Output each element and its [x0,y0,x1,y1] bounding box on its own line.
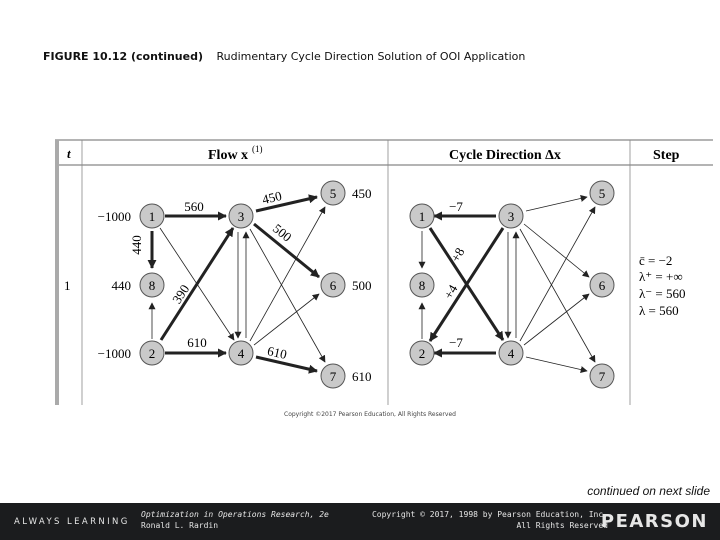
flow-arc-4-6 [254,294,319,345]
header-flow-superscript: (1) [252,144,263,154]
cycle-label-8-3: +8 [447,245,468,265]
table-left-edge [55,140,59,405]
flow-graph [98,181,372,388]
step-cbar: c̄ = −2 [639,253,673,268]
figure-number: FIGURE 10.12 (continued) [43,50,203,63]
flow-node-1-label: 1 [148,209,156,224]
step-values [639,253,686,318]
cycle-label-2-4: −7 [449,335,463,350]
cycle-node-4-label: 4 [507,346,515,361]
cycle-arc-4-6 [524,294,589,345]
demand-node-7: 610 [352,369,372,384]
cycle-label-1-3: −7 [449,199,463,214]
cycle-node-1-label: 1 [418,209,426,224]
book-title: Optimization in Operations Research, 2e [141,510,329,519]
cycle-node-3-label: 3 [507,209,515,224]
cycle-arc-labels [441,199,468,350]
flow-label-1-8: 440 [129,235,144,255]
step-lambda: λ = 560 [639,303,679,318]
flow-node-3-label: 3 [237,209,245,224]
figure-title: Rudimentary Cycle Direction Solution of OOI Application [216,50,526,63]
step-lambda-plus: λ⁺ = +∞ [639,269,683,284]
header-flow: Flow x [208,148,249,163]
flow-label-1-3: 560 [184,199,204,214]
demand-node-5: 450 [352,186,372,201]
flow-label-3-6: 500 [270,220,295,245]
cycle-arc-3-6 [524,224,589,277]
book-info [141,509,329,531]
header-step: Step [653,148,680,163]
supply-node-2: −1000 [97,346,131,361]
supply-node-1: −1000 [97,209,131,224]
flow-node-8-label: 8 [148,278,156,293]
cycle-node-6-label: 6 [598,278,606,293]
cycle-node-5-label: 5 [598,186,606,201]
supply-node-8: 440 [111,278,131,293]
cycle-node-2-label: 2 [418,346,426,361]
continued-note: continued on next slide [587,484,710,498]
pearson-logo: PEARSON [600,511,708,532]
flow-node-4-label: 4 [237,346,245,361]
book-author: Ronald L. Rardin [141,521,219,530]
footer-copyright-line1: Copyright © 2017, 1998 by Pearson Education, Inc. [371,510,608,519]
row-t-value: 1 [64,278,71,293]
flow-node-5-label: 5 [329,186,337,201]
demand-node-6: 500 [352,278,372,293]
cycle-node-8-label: 8 [418,278,426,293]
flow-label-3-5: 450 [260,188,284,208]
footer-copyright-line2: All Rights Reserved [516,521,608,530]
header-cycle-direction: Cycle Direction Δx [449,148,561,163]
header-t: t [67,146,71,161]
flow-node-7-label: 7 [329,369,337,384]
flow-node-6-label: 6 [329,278,337,293]
cycle-graph [410,181,614,388]
footer-copyright [372,509,608,531]
flow-node-2-label: 2 [148,346,156,361]
cycle-node-7-label: 7 [598,369,606,384]
cycle-label-8-4: +4 [440,282,461,302]
footer-bar [0,503,720,540]
flow-arc-4-7 [256,357,317,371]
cycle-arc-3-7 [520,229,595,362]
flow-arc-3-7 [250,229,325,362]
flow-label-2-4: 610 [187,335,207,350]
figure-copyright: Copyright ©2017 Pearson Education, All Rights Reserved [284,411,456,418]
step-lambda-minus: λ⁻ = 560 [639,286,686,301]
flow-label-2-3: 390 [169,281,193,307]
flow-label-4-7: 610 [266,343,289,362]
cycle-arc-4-5 [520,207,595,341]
cycle-arc-4-7 [526,357,587,371]
flow-arc-2-3 [161,228,233,340]
always-learning-tagline: ALWAYS LEARNING [14,517,130,527]
cycle-arc-3-5 [526,197,587,211]
